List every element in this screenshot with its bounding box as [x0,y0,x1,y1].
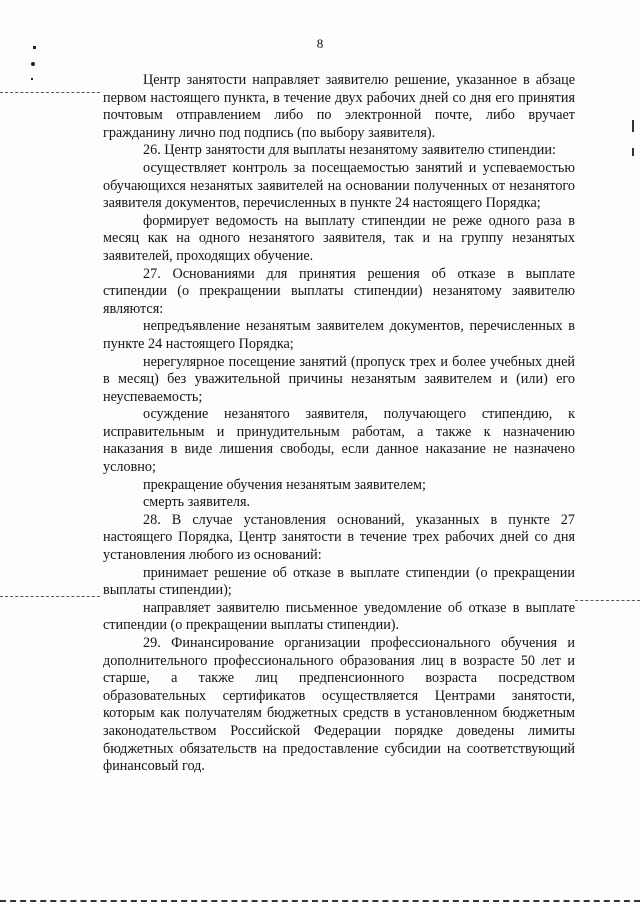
paragraph: направляет заявителю письменное уведомление об отказе в выплате стипендии (о прекращении выплаты стипендии). [103,599,575,634]
scan-mark [33,46,36,49]
scan-dash-line [0,596,100,597]
paragraph: Центр занятости направляет заявителю решение, указанное в абзаце первом настоящего пункта, в течение двух рабочих дней со дня его принятия почтовым отправлением либо по электронной почте, либо вручает гражданину лично под подпись (по выбору заявителя). [103,72,575,141]
scan-bottom-edge [0,900,640,902]
paragraph: 27. Основаниями для принятия решения об отказе в выплате стипендии (о прекращении выплаты стипендии) незанятому заявителю являются: [103,265,575,317]
paragraph: 29. Финансирование организации профессионального обучения и дополнительного профессионального образования лиц в возрасте 50 лет и старше, а также лиц предпенсионного возраста посредством образовательных сертификатов осуществляется Центрами занятости, которым как получателям бюджетных средств в установленном бюджетным законодательством Российской Федерации порядке доведены лимиты бюджетных обязательств на предоставление субсидии на соответствующий финансовый год. [103,635,575,775]
scan-mark [31,78,33,80]
scan-dash-line [0,92,100,93]
document-body [103,72,575,776]
paragraph: осуждение незанятого заявителя, получающего стипендию, к исправительным и принудительным работам, а также к назначению наказания в виде лишения свободы, если данное наказание не назначено условно; [103,406,575,476]
paragraph: прекращение обучения незанятым заявителем; [143,476,426,493]
page-number: 8 [316,36,324,51]
paragraph: осуществляет контроль за посещаемостью занятий и успеваемостью обучающихся незанятых заявителей на основании полученных от незанятого заявителя документов, перечисленных в пункте 24 настоящего Порядка; [103,159,575,212]
paragraph: смерть заявителя. [143,494,251,511]
paragraph: формирует ведомость на выплату стипендии не реже одного раза в месяц как на одного незанятого заявителя, так и на группу незанятых заявителей, проходящих обучение. [103,212,575,264]
paragraph: принимает решение об отказе в выплате стипендии (о прекращении выплаты стипендии); [103,564,575,599]
scan-edge-mark [632,120,634,132]
scan-edge-mark [632,148,634,156]
paragraph: 26. Центр занятости для выплаты незанятому заявителю стипендии: [143,142,556,159]
scan-dash-line [575,600,640,601]
paragraph: 28. В случае установления оснований, указанных в пункте 27 настоящего Порядка, Центр занятости в течение трех рабочих дней со дня установления любого из оснований: [103,511,575,564]
paragraph: нерегулярное посещение занятий (пропуск трех и более учебных дней в месяц) без уважительной причины незанятым заявителем и (или) его неуспеваемость; [103,353,575,405]
paragraph: непредъявление незанятым заявителем документов, перечисленных в пункте 24 настоящего Порядка; [103,318,575,352]
scan-mark [31,62,35,66]
